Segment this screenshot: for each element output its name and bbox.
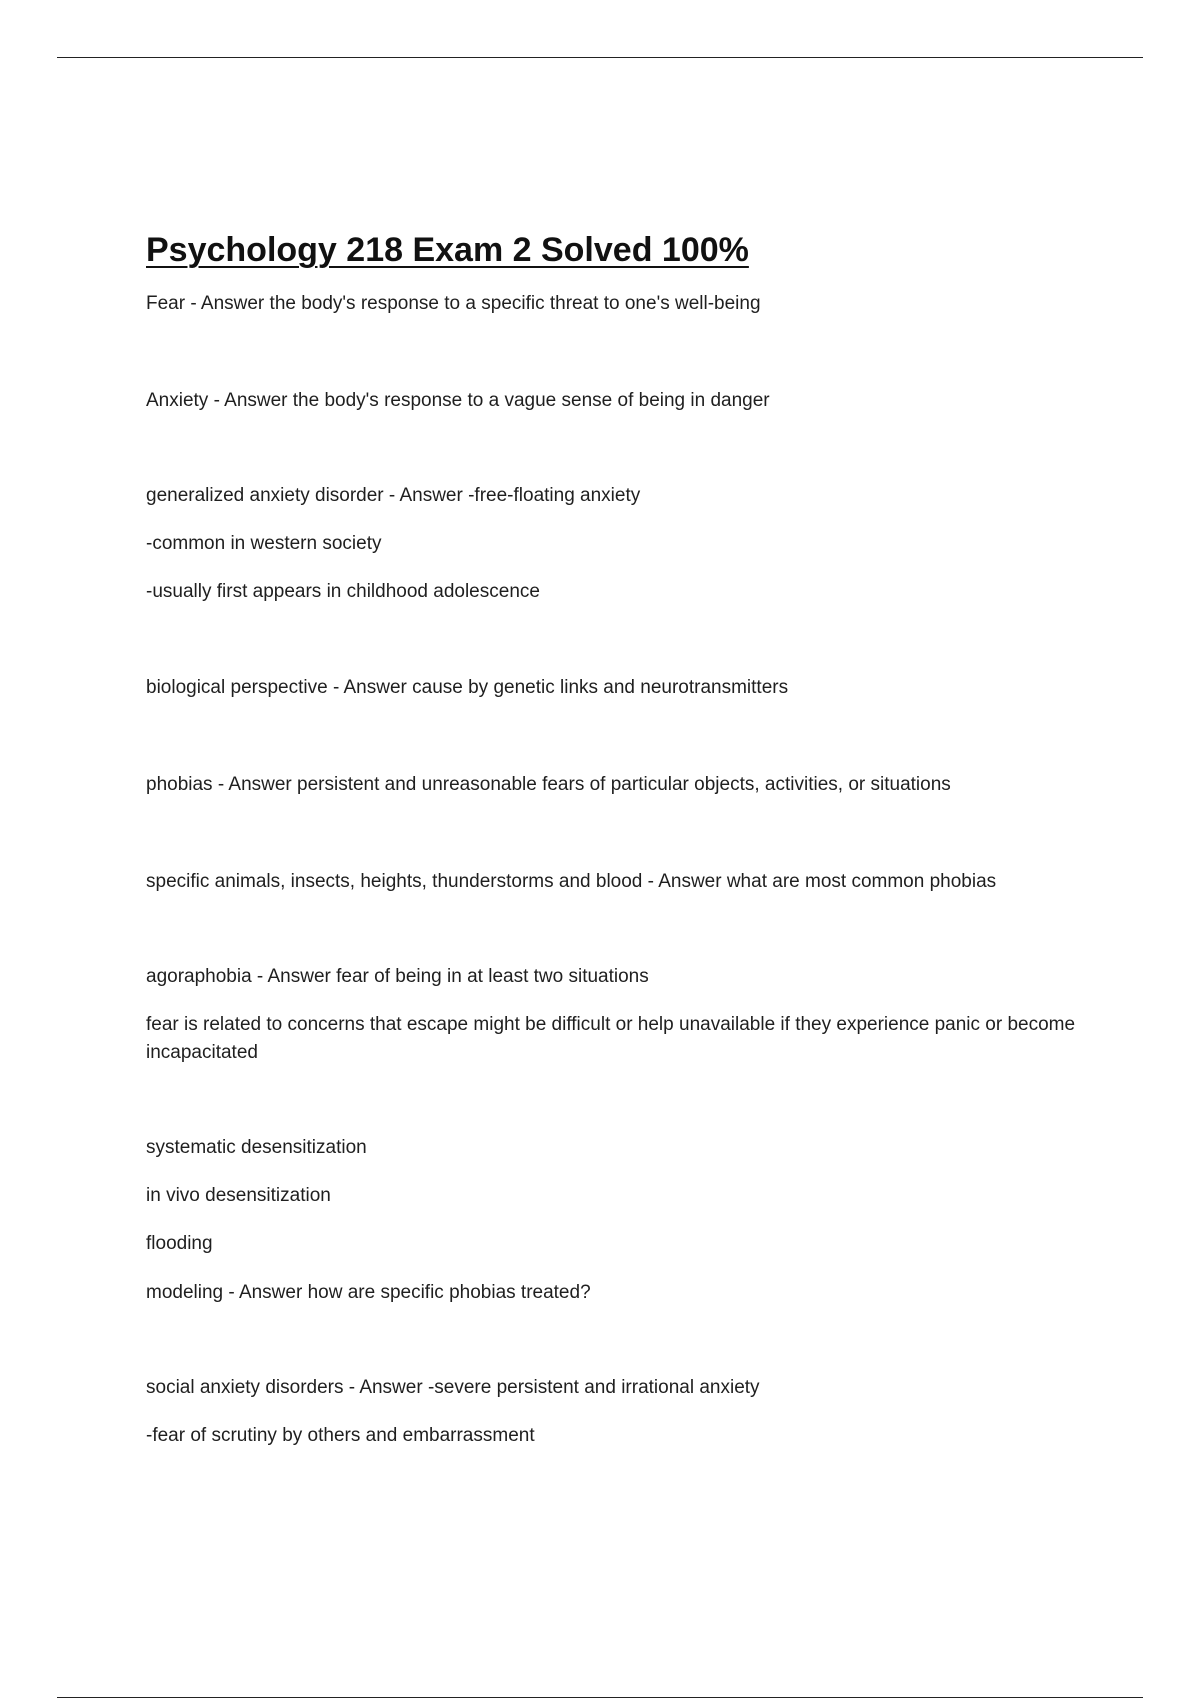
footer-rule: [57, 1697, 1143, 1698]
text-line-common-phobias: specific animals, insects, heights, thunderstorms and blood - Answer what are most common phobias: [146, 871, 997, 892]
text-line-gad-onset: -usually first appears in childhood adolescence: [146, 581, 540, 602]
text-line-scrutiny: -fear of scrutiny by others and embarrassment: [146, 1425, 535, 1446]
text-line-agoraphobia-fear: fear is related to concerns that escape might be difficult or help unavailable if they experience panic or become incapacitated: [146, 1014, 1076, 1063]
text-line-social-anxiety: social anxiety disorders - Answer -severe persistent and irrational anxiety: [146, 1377, 760, 1398]
text-line-flooding: flooding: [146, 1233, 213, 1254]
text-line-phobias: phobias - Answer persistent and unreasonable fears of particular objects, activities, or situations: [146, 774, 951, 795]
document-title: Psychology 218 Exam 2 Solved 100%: [146, 231, 749, 269]
text-line-biological: biological perspective - Answer cause by genetic links and neurotransmitters: [146, 677, 789, 698]
text-line-modeling: modeling - Answer how are specific phobias treated?: [146, 1282, 591, 1303]
text-line-in-vivo: in vivo desensitization: [146, 1185, 331, 1206]
text-line-agoraphobia: agoraphobia - Answer fear of being in at least two situations: [146, 966, 649, 987]
text-line-gad-common: -common in western society: [146, 533, 382, 554]
header-rule: [57, 57, 1143, 58]
text-line-systematic: systematic desensitization: [146, 1137, 367, 1158]
text-line-gad: generalized anxiety disorder - Answer -free-floating anxiety: [146, 485, 641, 506]
text-line-fear: Fear - Answer the body's response to a specific threat to one's well-being: [146, 293, 761, 314]
text-line-anxiety: Anxiety - Answer the body's response to a vague sense of being in danger: [146, 390, 770, 411]
